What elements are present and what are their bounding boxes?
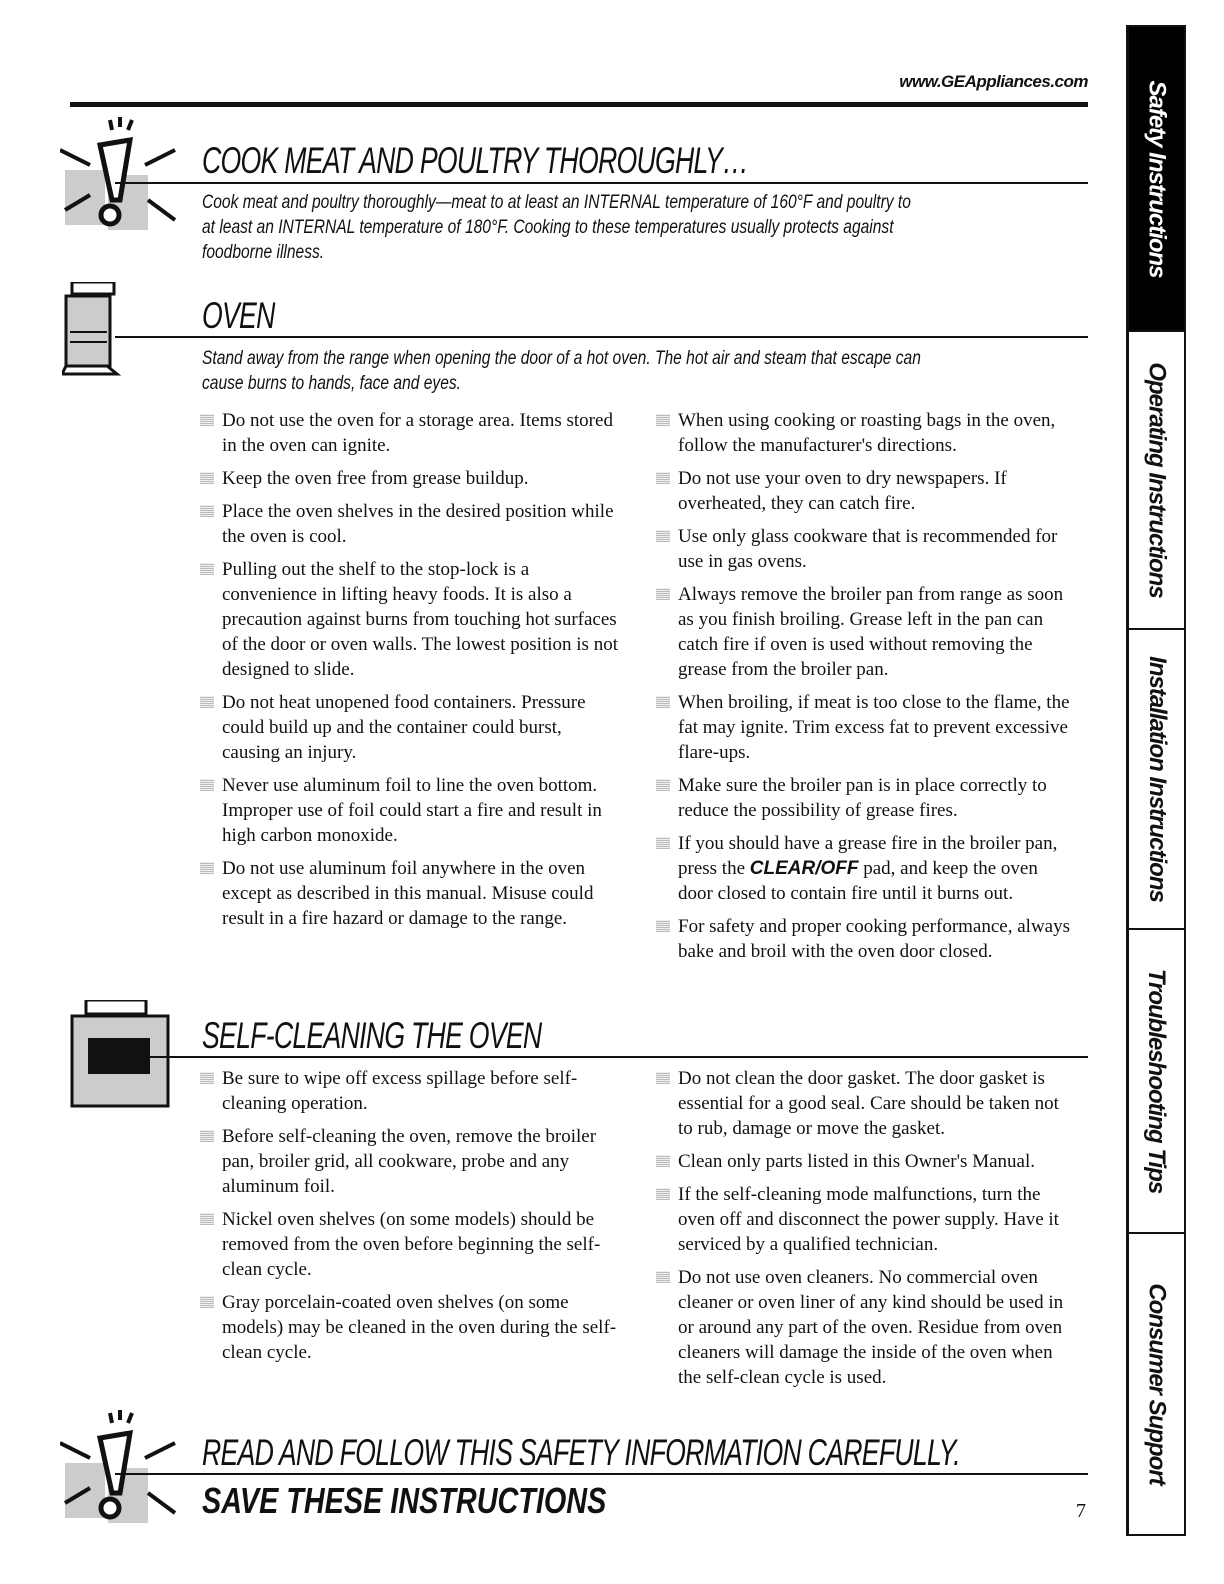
list-item: Do not heat unopened food containers. Pressure could build up and the container could burst, causing an injury. bbox=[200, 690, 620, 765]
list-item: Make sure the broiler pan is in place correctly to reduce the possibility of grease fires. bbox=[656, 773, 1076, 823]
list-item: Do not use the oven for a storage area. Items stored in the oven can ignite. bbox=[200, 408, 620, 458]
cook-text-line: foodborne illness. bbox=[202, 242, 325, 263]
oven-intro-line: cause burns to hands, face and eyes. bbox=[202, 373, 461, 394]
list-item: When using cooking or roasting bags in the oven, follow the manufacturer's directions. bbox=[656, 408, 1076, 458]
oven-intro-line: Stand away from the range when opening the door of a hot oven. The hot air and steam that escape can bbox=[202, 348, 921, 369]
page-number: 7 bbox=[1076, 1500, 1086, 1522]
list-item: When broiling, if meat is too close to the flame, the fat may ignite. Trim excess fat to prevent excessive flare-ups. bbox=[656, 690, 1076, 765]
tab-consumer-support[interactable]: Consumer Support bbox=[1143, 1283, 1171, 1485]
list-item: If you should have a grease fire in the broiler pan, press the CLEAR/OFF pad, and keep the oven door closed to contain fire until it burns out. bbox=[656, 831, 1076, 906]
list-item: Be sure to wipe off excess spillage before self-cleaning operation. bbox=[200, 1066, 620, 1116]
list-item: For safety and proper cooking performance, always bake and broil with the oven door closed. bbox=[656, 914, 1076, 964]
tab-safety-instructions[interactable]: Safety Instructions bbox=[1129, 27, 1184, 332]
top-rule bbox=[70, 102, 1088, 107]
heading-rule bbox=[115, 336, 1088, 338]
list-item: Clean only parts listed in this Owner's Manual. bbox=[656, 1149, 1076, 1174]
cook-text-line: Cook meat and poultry thoroughly—meat to at least an INTERNAL temperature of 160°F and poultry to bbox=[202, 192, 911, 213]
cook-heading: COOK MEAT AND POULTRY THOROUGHLY… bbox=[202, 140, 749, 181]
heading-rule bbox=[115, 1056, 1088, 1058]
list-item: Keep the oven free from grease buildup. bbox=[200, 466, 620, 491]
warning-exclamation-icon bbox=[60, 115, 190, 235]
list-item: Do not use oven cleaners. No commercial oven cleaner or oven liner of any kind should be used in or around any part of the oven. Residue from oven cleaners will damage the inside of the oven when the self-clean cycle is used. bbox=[656, 1265, 1076, 1390]
heading-rule bbox=[115, 1473, 1088, 1475]
clear-off-pad-label: CLEAR/OFF bbox=[749, 858, 859, 879]
save-instructions-heading: SAVE THESE INSTRUCTIONS bbox=[202, 1480, 607, 1521]
self-cleaning-heading: SELF-CLEANING THE OVEN bbox=[202, 1015, 542, 1056]
list-item: Pulling out the shelf to the stop-lock is a convenience in lifting heavy foods. It is also a precaution against burns from touching hot surfaces of the door or oven walls. The lowest position is not designed to slide. bbox=[200, 557, 620, 682]
list-item: Do not use your oven to dry newspapers. If overheated, they can catch fire. bbox=[656, 466, 1076, 516]
range-oven-icon bbox=[62, 282, 177, 382]
self-right-column bbox=[656, 1066, 1076, 1398]
website-url: www.GEAppliances.com bbox=[899, 72, 1088, 91]
list-item: Place the oven shelves in the desired position while the oven is cool. bbox=[200, 499, 620, 549]
oven-right-column bbox=[656, 408, 1076, 972]
tab-installation-instructions[interactable]: Installation Instructions bbox=[1129, 630, 1184, 930]
list-item: Always remove the broiler pan from range as soon as you finish broiling. Grease left in the pan can catch fire if oven is used without removing the grease from the broiler pan. bbox=[656, 582, 1076, 682]
tab-troubleshooting-tips[interactable]: Troubleshooting Tips bbox=[1129, 930, 1184, 1234]
list-item: Gray porcelain-coated oven shelves (on some models) may be cleaned in the oven during the self-clean cycle. bbox=[200, 1290, 620, 1365]
list-item: Do not clean the door gasket. The door gasket is essential for a good seal. Care should be taken not to rub, damage or move the gasket. bbox=[656, 1066, 1076, 1141]
list-item: Nickel oven shelves (on some models) should be removed from the oven before beginning the self-clean cycle. bbox=[200, 1207, 620, 1282]
oven-heading: OVEN bbox=[202, 295, 275, 336]
cook-text-line: at least an INTERNAL temperature of 180°F. Cooking to these temperatures usually protects against bbox=[202, 217, 894, 238]
list-item: Use only glass cookware that is recommended for use in gas ovens. bbox=[656, 524, 1076, 574]
list-item: Do not use aluminum foil anywhere in the oven except as described in this manual. Misuse could result in a fire hazard or damage to the range. bbox=[200, 856, 620, 931]
list-item: If the self-cleaning mode malfunctions, turn the oven off and disconnect the power supply. Have it serviced by a qualified technician. bbox=[656, 1182, 1076, 1257]
tab-operating-instructions[interactable]: Operating Instructions bbox=[1129, 332, 1184, 630]
oven-left-column bbox=[200, 408, 620, 939]
section-tabs bbox=[1126, 25, 1186, 1536]
list-item: Before self-cleaning the oven, remove the broiler pan, broiler grid, all cookware, probe and any aluminum foil. bbox=[200, 1124, 620, 1199]
read-follow-heading: READ AND FOLLOW THIS SAFETY INFORMATION CAREFULLY. bbox=[202, 1432, 960, 1473]
self-left-column bbox=[200, 1066, 620, 1373]
heading-rule bbox=[115, 182, 1088, 184]
list-item: Never use aluminum foil to line the oven bottom. Improper use of foil could start a fire and result in high carbon monoxide. bbox=[200, 773, 620, 848]
warning-exclamation-icon bbox=[60, 1408, 190, 1528]
